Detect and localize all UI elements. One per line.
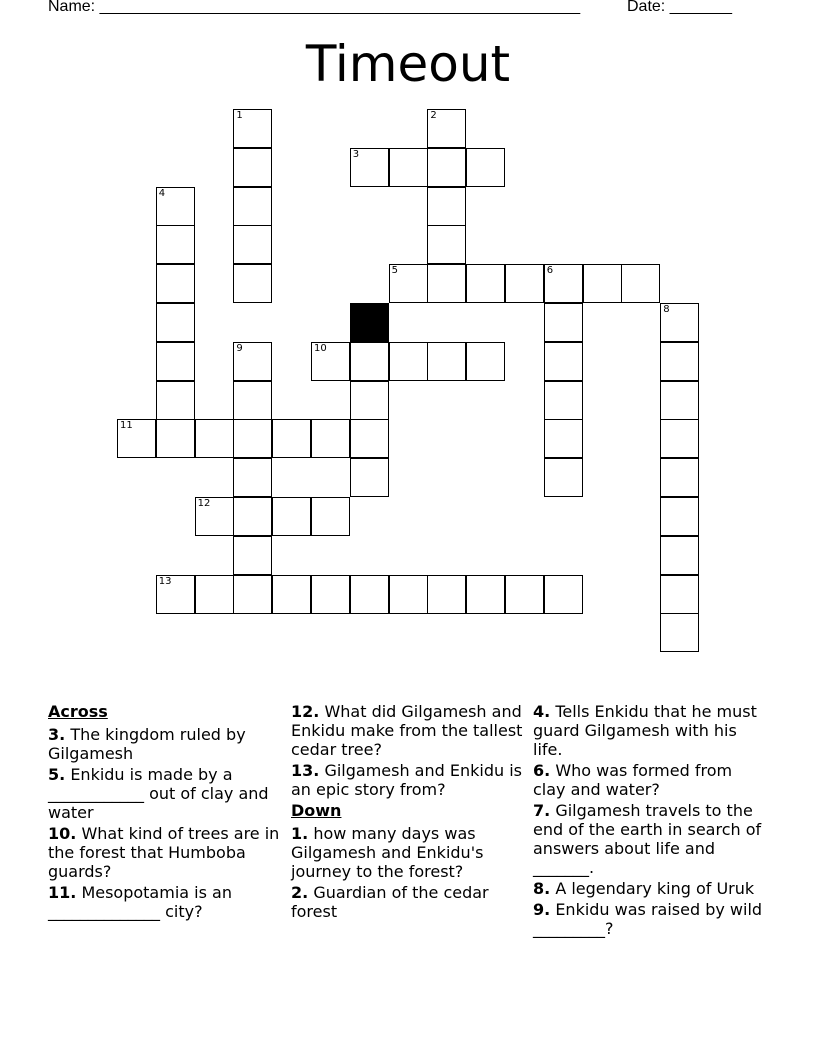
clue-text: Enkidu was raised by wild _________? — [533, 900, 763, 938]
grid-cell[interactable] — [117, 419, 156, 458]
grid-cell[interactable] — [233, 148, 272, 187]
across-heading: Across — [48, 702, 108, 721]
grid-cell[interactable] — [233, 342, 272, 381]
clue-number-label: 2 — [430, 110, 437, 121]
grid-cell[interactable] — [544, 575, 583, 614]
grid-cell[interactable] — [544, 264, 583, 303]
grid-cell[interactable] — [389, 264, 428, 303]
grid-cell[interactable] — [272, 575, 311, 614]
grid-cell[interactable] — [466, 575, 505, 614]
clue-down-8 — [533, 879, 769, 898]
grid-cell[interactable] — [660, 419, 699, 458]
grid-cell[interactable] — [233, 536, 272, 575]
clue-down-2 — [291, 883, 527, 921]
grid-cell[interactable] — [544, 419, 583, 458]
grid-cell[interactable] — [427, 342, 466, 381]
clue-text: Tells Enkidu that he must guard Gilgamesh with his life. — [533, 702, 757, 759]
grid-cell[interactable] — [233, 497, 272, 536]
clue-number-label: 8 — [663, 304, 670, 315]
clue-number-label: 3 — [352, 148, 360, 160]
grid-cell[interactable] — [311, 342, 350, 381]
grid-cell[interactable] — [544, 303, 583, 342]
clue-across-10 — [48, 824, 284, 881]
grid-cell[interactable] — [389, 342, 428, 381]
grid-cell[interactable] — [233, 187, 272, 226]
clue-number: 8. — [533, 879, 551, 898]
name-field: Name: ______________________________________________________ — [48, 0, 581, 15]
grid-cell[interactable] — [427, 264, 466, 303]
clue-number: 5. — [48, 765, 66, 784]
clue-across-13 — [291, 761, 527, 799]
clue-text: Gilgamesh travels to the end of the earth in search of answers about life and _______. — [533, 801, 762, 877]
clue-number-label: 12 — [197, 498, 211, 509]
clue-number: 10. — [48, 824, 77, 843]
grid-cell[interactable] — [156, 575, 195, 614]
grid-cell[interactable] — [350, 419, 389, 458]
grid-cell[interactable] — [660, 613, 699, 652]
grid-cell[interactable] — [544, 342, 583, 381]
grid-cell[interactable] — [427, 225, 466, 264]
grid-cell[interactable] — [311, 497, 350, 536]
grid-cell[interactable] — [350, 575, 389, 614]
grid-cell[interactable] — [156, 419, 195, 458]
clue-text: Gilgamesh and Enkidu is an epic story from? — [291, 761, 522, 799]
clue-text: how many days was Gilgamesh and Enkidu's journey to the forest? — [291, 824, 484, 881]
clues-column-3 — [533, 702, 769, 940]
date-field: Date: _______ — [627, 0, 732, 15]
grid-cell[interactable] — [233, 575, 272, 614]
grid-cell[interactable] — [660, 497, 699, 536]
clue-text: Enkidu is made by a ____________ out of clay and water — [48, 765, 269, 822]
grid-cell[interactable] — [233, 419, 272, 458]
grid-cell[interactable] — [660, 303, 699, 342]
grid-cell[interactable] — [660, 342, 699, 381]
grid-cell[interactable] — [389, 575, 428, 614]
clue-number-label: 10 — [314, 342, 327, 354]
clue-number: 2. — [291, 883, 309, 902]
clue-number-label: 4 — [158, 187, 166, 199]
grid-cell[interactable] — [156, 342, 195, 381]
clue-number-label: 11 — [120, 420, 133, 432]
grid-cell[interactable] — [427, 187, 466, 226]
grid-cell[interactable] — [233, 381, 272, 420]
grid-cell[interactable] — [233, 109, 272, 148]
clues-column-1 — [48, 702, 284, 923]
clue-number-label: 6 — [546, 265, 554, 277]
grid-cell[interactable] — [660, 536, 699, 575]
grid-cell[interactable] — [660, 575, 699, 614]
grid-cell[interactable] — [156, 303, 195, 342]
clue-down-4 — [533, 702, 769, 759]
clue-number: 12. — [291, 702, 320, 721]
down-heading: Down — [291, 801, 342, 820]
clue-text: What kind of trees are in the forest that Humboba guards? — [48, 824, 280, 881]
clue-across-11 — [48, 883, 284, 921]
clues-column-2 — [291, 702, 527, 923]
clue-number: 11. — [48, 883, 77, 902]
grid-cell[interactable] — [544, 458, 583, 497]
puzzle-title: Timeout — [305, 35, 511, 93]
clue-across-3 — [48, 725, 284, 763]
grid-cell[interactable] — [621, 264, 660, 303]
clue-number: 4. — [533, 702, 551, 721]
clue-text: Who was formed from clay and water? — [533, 761, 733, 799]
clue-text: Mesopotamia is an ______________ city? — [48, 883, 232, 921]
grid-cell[interactable] — [505, 264, 544, 303]
clue-number: 7. — [533, 801, 551, 820]
grid-cell[interactable] — [233, 264, 272, 303]
grid-cell[interactable] — [311, 575, 350, 614]
grid-cell[interactable] — [544, 381, 583, 420]
grid-cell[interactable] — [427, 109, 466, 148]
grid-cell[interactable] — [272, 419, 311, 458]
grid-cell[interactable] — [583, 264, 622, 303]
grid-cell[interactable] — [195, 497, 234, 536]
clue-text: What did Gilgamesh and Enkidu make from the tallest cedar tree? — [291, 702, 523, 759]
clue-number: 13. — [291, 761, 320, 780]
grid-cell[interactable] — [389, 148, 428, 187]
grid-cell[interactable] — [466, 148, 505, 187]
grid-cell[interactable] — [427, 575, 466, 614]
black-square — [350, 303, 389, 342]
grid-cell[interactable] — [233, 458, 272, 497]
clue-down-7 — [533, 801, 769, 877]
grid-cell[interactable] — [660, 458, 699, 497]
grid-cell[interactable] — [272, 497, 311, 536]
grid-cell[interactable] — [505, 575, 544, 614]
clue-number-label: 9 — [236, 342, 243, 354]
grid-cell[interactable] — [311, 419, 350, 458]
grid-cell[interactable] — [156, 225, 195, 264]
grid-cell[interactable] — [466, 342, 505, 381]
clue-down-6 — [533, 761, 769, 799]
grid-cell[interactable] — [427, 148, 466, 187]
clue-down-1 — [291, 824, 527, 881]
grid-cell[interactable] — [350, 148, 389, 187]
grid-cell[interactable] — [195, 575, 234, 614]
clue-across-5 — [48, 765, 284, 822]
grid-cell[interactable] — [156, 381, 195, 420]
clue-text: A legendary king of Uruk — [555, 879, 755, 898]
grid-cell[interactable] — [195, 419, 234, 458]
grid-cell[interactable] — [350, 458, 389, 497]
clue-across-12 — [291, 702, 527, 759]
grid-cell[interactable] — [660, 381, 699, 420]
clue-number: 1. — [291, 824, 309, 843]
clue-number-label: 1 — [236, 110, 243, 121]
grid-cell[interactable] — [156, 264, 195, 303]
clue-number: 3. — [48, 725, 66, 744]
clue-number: 6. — [533, 761, 551, 780]
grid-cell[interactable] — [350, 342, 389, 381]
grid-cell[interactable] — [156, 187, 195, 226]
clue-number-label: 13 — [158, 575, 172, 587]
grid-cell[interactable] — [350, 381, 389, 420]
clue-down-9 — [533, 900, 769, 938]
clue-text: Guardian of the cedar forest — [291, 883, 489, 921]
clue-number-label: 5 — [391, 265, 398, 277]
grid-cell[interactable] — [466, 264, 505, 303]
clue-text: The kingdom ruled by Gilgamesh — [48, 725, 246, 763]
grid-cell[interactable] — [233, 225, 272, 264]
clue-number: 9. — [533, 900, 551, 919]
